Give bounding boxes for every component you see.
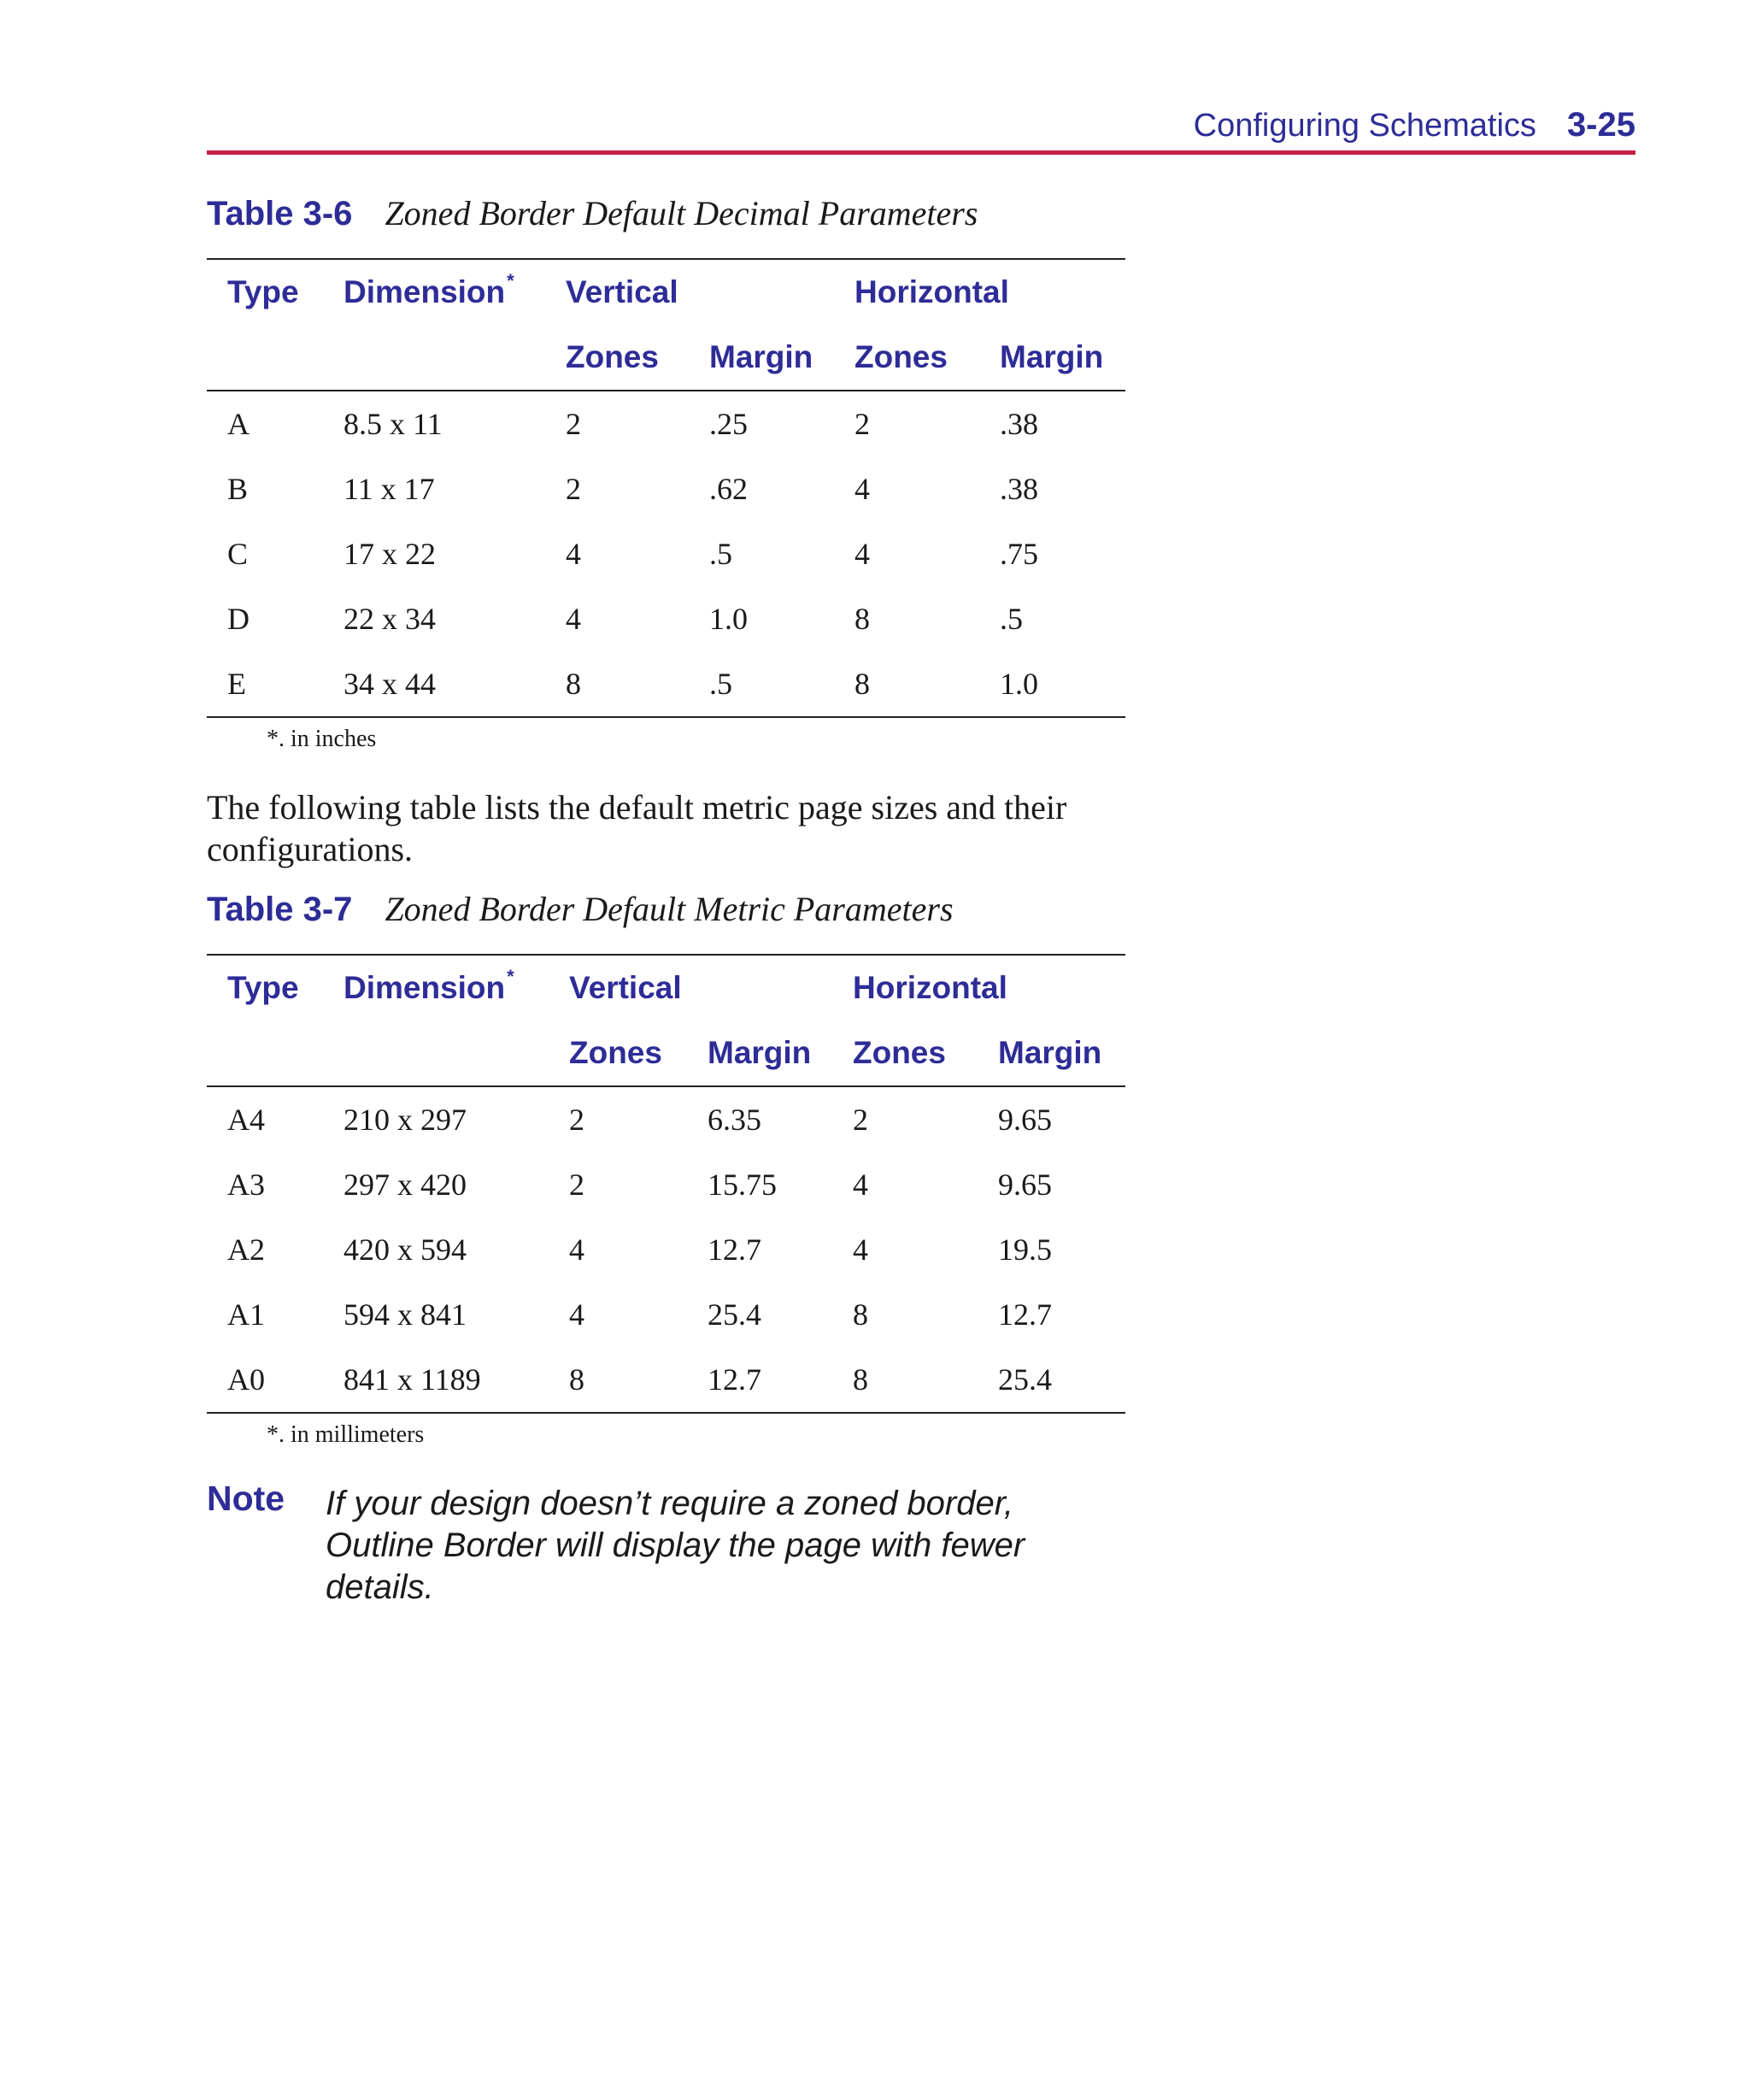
running-header xyxy=(1194,106,1635,144)
table2-cell: A2 xyxy=(227,1232,265,1267)
table1-header-dimension xyxy=(344,260,514,325)
table1-cell: 4 xyxy=(566,602,581,636)
table1-cell: .5 xyxy=(1000,602,1023,636)
table2-body xyxy=(207,1087,1125,1412)
table2-cell: 8 xyxy=(569,1362,584,1397)
table1-body xyxy=(207,391,1125,716)
table2-header-dimension-mark: * xyxy=(507,966,514,987)
table-row xyxy=(207,1282,1125,1347)
table2-cell: 594 x 841 xyxy=(344,1297,467,1332)
table2-title: Zoned Border Default Metric Parameters xyxy=(385,890,954,928)
table2-cell: 4 xyxy=(569,1297,584,1332)
table2-cell: 2 xyxy=(853,1103,868,1137)
table2-header-vertical: Vertical xyxy=(569,970,682,1005)
table2-cell: A0 xyxy=(227,1362,265,1397)
table1-cell: .5 xyxy=(709,667,732,701)
page-header xyxy=(207,101,1635,155)
table1-header-hmargin: Margin xyxy=(1000,339,1104,374)
table2-caption xyxy=(207,889,954,929)
table1-cell: 8 xyxy=(854,667,870,701)
table2-header-hmargin: Margin xyxy=(998,1035,1102,1070)
table1-header-horizontal: Horizontal xyxy=(854,274,1009,309)
table1-header-row-1 xyxy=(207,260,1125,325)
table2-header-horizontal: Horizontal xyxy=(853,970,1007,1005)
table2-cell: 9.65 xyxy=(998,1103,1052,1137)
table2-cell: 2 xyxy=(569,1103,584,1137)
table1-cell: .38 xyxy=(1000,407,1038,441)
table1-cell: .38 xyxy=(1000,472,1038,506)
table2 xyxy=(207,954,1125,1414)
table2-label: Table 3-7 xyxy=(207,891,353,928)
table1-footnote: *. in inches xyxy=(267,726,377,752)
table1-cell: 8 xyxy=(566,667,581,701)
table1-cell: .25 xyxy=(709,407,748,441)
table1-cell: 2 xyxy=(566,407,581,441)
table2-cell: 8 xyxy=(853,1297,868,1332)
table1-header-dimension-label: Dimension xyxy=(344,274,506,309)
table1-cell: 2 xyxy=(566,472,581,506)
page-number: 3-25 xyxy=(1566,106,1635,144)
table-row xyxy=(207,1347,1125,1412)
table1-header-row-2 xyxy=(207,325,1125,391)
table1-title: Zoned Border Default Decimal Parameters xyxy=(385,194,978,232)
table-row xyxy=(207,521,1125,586)
table2-cell: 4 xyxy=(569,1232,584,1267)
table2-cell: A3 xyxy=(227,1168,265,1202)
table2-cell: 12.7 xyxy=(708,1232,761,1267)
body-paragraph: The following table lists the default metric page sizes and their configurations. xyxy=(207,788,1067,868)
table1-header-vzones: Zones xyxy=(566,339,659,374)
table1-cell: C xyxy=(227,537,249,571)
table2-cell: A4 xyxy=(227,1103,265,1137)
table2-cell: 210 x 297 xyxy=(344,1103,467,1137)
table1-cell: 17 x 22 xyxy=(344,537,436,571)
table1-cell: 2 xyxy=(854,407,870,441)
table2-cell: 25.4 xyxy=(708,1297,761,1332)
table1-header-hzones: Zones xyxy=(854,339,948,374)
table2-cell: 9.65 xyxy=(998,1168,1052,1202)
table2-cell: 4 xyxy=(853,1232,868,1267)
table1-cell: 4 xyxy=(854,472,870,506)
note-label: Note xyxy=(207,1479,285,1518)
table2-header-row-2 xyxy=(207,1021,1125,1087)
table2-footnote: *. in millimeters xyxy=(267,1421,425,1448)
table2-header-vmargin: Margin xyxy=(708,1035,812,1070)
table2-cell: 841 x 1189 xyxy=(344,1362,481,1397)
table2-cell: 25.4 xyxy=(998,1362,1052,1397)
table-row xyxy=(207,651,1125,716)
table1-cell: 22 x 34 xyxy=(344,602,436,636)
table-row xyxy=(207,456,1125,521)
table1-caption xyxy=(207,193,978,233)
table2-header-type: Type xyxy=(227,970,299,1005)
table2-cell: 19.5 xyxy=(998,1232,1052,1267)
table1-header-vmargin: Margin xyxy=(709,339,813,374)
table1-cell: A xyxy=(227,407,250,441)
table1-label: Table 3-6 xyxy=(207,195,353,232)
table2-cell: A1 xyxy=(227,1297,265,1332)
table2-cell: 297 x 420 xyxy=(344,1168,467,1202)
table2-cell: 12.7 xyxy=(708,1362,761,1397)
table1-header-type: Type xyxy=(227,274,299,309)
table1-cell: .62 xyxy=(709,472,748,506)
table2-cell: 8 xyxy=(853,1362,868,1397)
table1-cell: 11 x 17 xyxy=(344,472,435,506)
table1-header-vertical: Vertical xyxy=(566,274,678,309)
table2-cell: 6.35 xyxy=(708,1103,761,1137)
chapter-title: Configuring Schematics xyxy=(1193,108,1536,144)
table1-header-dimension-mark: * xyxy=(507,270,514,291)
table1-cell: 4 xyxy=(854,537,870,571)
table2-header-dimension-label: Dimension xyxy=(344,970,506,1005)
table-row xyxy=(207,1087,1125,1152)
table2-header-vzones: Zones xyxy=(569,1035,662,1070)
table1-cell: .5 xyxy=(709,537,732,571)
table-row xyxy=(207,391,1125,456)
table1-cell: 1.0 xyxy=(709,602,748,636)
table2-cell: 4 xyxy=(853,1168,868,1202)
table1-cell: .75 xyxy=(1000,537,1038,571)
table2-header-row-1 xyxy=(207,956,1125,1021)
table2-cell: 15.75 xyxy=(708,1168,777,1202)
table-row xyxy=(207,1152,1125,1217)
table2-cell: 12.7 xyxy=(998,1297,1052,1332)
table2-header-hzones: Zones xyxy=(853,1035,946,1070)
table1 xyxy=(207,258,1125,718)
table2-header-dimension xyxy=(344,956,514,1021)
note-text: If your design doesn’t require a zoned border, Outline Border will display the page with fewer details. xyxy=(326,1485,1025,1606)
table1-cell: 4 xyxy=(566,537,581,571)
table-row xyxy=(207,586,1125,651)
table2-cell: 2 xyxy=(569,1168,584,1202)
table1-cell: 34 x 44 xyxy=(344,667,436,701)
table1-cell: 8 xyxy=(854,602,870,636)
table1-cell: E xyxy=(227,667,246,701)
table1-cell: 8.5 x 11 xyxy=(344,407,443,441)
table-row xyxy=(207,1217,1125,1282)
table1-cell: 1.0 xyxy=(1000,667,1038,701)
table1-cell: D xyxy=(227,602,250,636)
table1-cell: B xyxy=(227,472,249,506)
table2-cell: 420 x 594 xyxy=(344,1232,467,1267)
